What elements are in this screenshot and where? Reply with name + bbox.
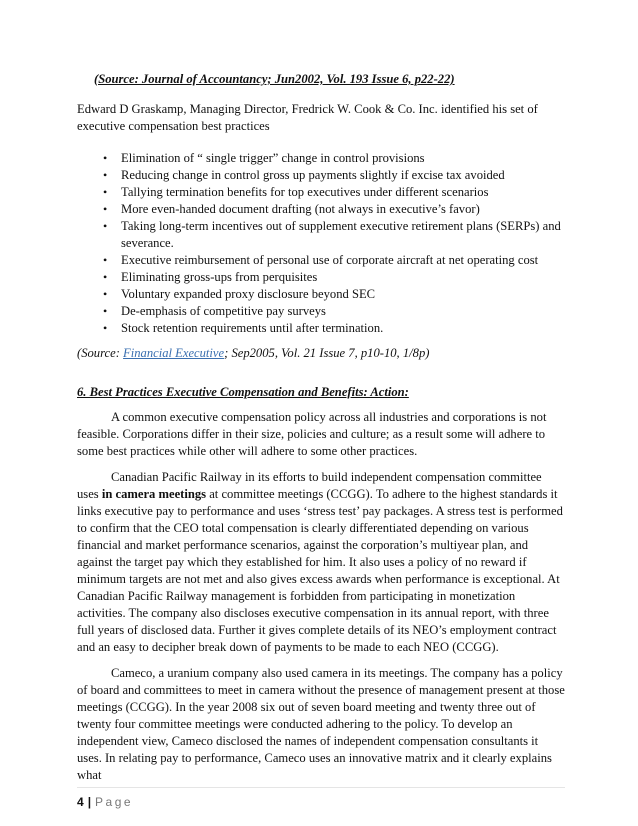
paragraph-text: Canadian Pacific Railway in its efforts to build independent compensation committee uses <box>77 470 542 501</box>
financial-executive-link[interactable]: Financial Executive <box>123 346 225 360</box>
list-item: • Stock retention requirements until after termination. <box>121 320 565 337</box>
source-suffix: ; Sep2005, Vol. 21 Issue 7, p10-10, 1/8p) <box>224 346 430 360</box>
list-item: • Eliminating gross-ups from perquisites <box>121 269 565 286</box>
footer-divider <box>77 787 565 788</box>
paragraph-overview: A common executive compensation policy across all industries and corporations is not feasible. Corporations differ in their size, policies and culture; as a result some will adhere to some best practices while other will adhere to some other practices. <box>77 410 547 458</box>
paragraph-canadian-pacific <box>77 469 565 656</box>
paragraph-cameco: Cameco, a uranium company also used camera in its meetings. The company has a policy of board and committees to meet in camera without the presence of management present at those meetings (CCGG). In the year 2008 six out of seven board meeting and twenty three out of twenty four committee meetings were conducted adhering to the policy. To develop an independent view, Cameco disclosed the names of independent compensation consultants it uses. In relating pay to performance, Cameco uses an innovative matrix and it clearly explains what <box>77 666 565 782</box>
page-content <box>77 71 565 793</box>
section-heading: 6. Best Practices Executive Compensation and Benefits: Action: <box>77 385 409 399</box>
list-item: • De-emphasis of competitive pay surveys <box>121 303 565 320</box>
footer-separator: | <box>87 795 92 809</box>
list-item: • Elimination of “ single trigger” change in control provisions <box>121 150 565 167</box>
source-prefix: (Source: <box>77 346 124 360</box>
list-item: • Tallying termination benefits for top executives under different scenarios <box>121 184 565 201</box>
source-citation-journal: (Source: Journal of Accountancy; Jun2002, Vol. 193 Issue 6, p22-22) <box>94 72 455 86</box>
source-citation-financial-executive <box>77 345 565 362</box>
paragraph-text: at committee meetings (CCGG). To adhere to the highest standards it links executive pay to performance and uses ‘stress test’ pay packages. A stress test is performed to confirm that the CEO total compensation is clearly differentiated depending on various financial and market performance scenarios, against the corporation’s multiyear plan, and against the target pay which they established for him. It also uses a policy of no reward if minimum targets are not met and also gives excess awards when performance is exceptional. At Canadian Pacific Railway management is forbidden from participating in monetization activities. The company also discloses executive compensation in its annual report, with three full years of disclosed data. Further it gives complete details of its NEO’s employment contract and an easy to decipher break down of payments to be made to each NEO (CCGG). <box>77 487 563 654</box>
list-item: • Executive reimbursement of personal use of corporate aircraft at net operating cost <box>121 252 565 269</box>
page-label: Page <box>95 795 134 809</box>
best-practices-list <box>77 150 565 337</box>
list-item: • Taking long-term incentives out of supplement executive retirement plans (SERPs) and severance. <box>121 218 565 252</box>
list-item: • Voluntary expanded proxy disclosure beyond SEC <box>121 286 565 303</box>
list-item: • More even-handed document drafting (not always in executive’s favor) <box>121 201 565 218</box>
page-number: 4 <box>77 795 84 809</box>
list-item: • Reducing change in control gross up payments slightly if excise tax avoided <box>121 167 565 184</box>
page-footer <box>77 795 133 809</box>
bold-phrase: in camera meetings <box>101 487 207 501</box>
intro-paragraph: Edward D Graskamp, Managing Director, Fredrick W. Cook & Co. Inc. identified his set of executive compensation best practices <box>77 102 538 133</box>
